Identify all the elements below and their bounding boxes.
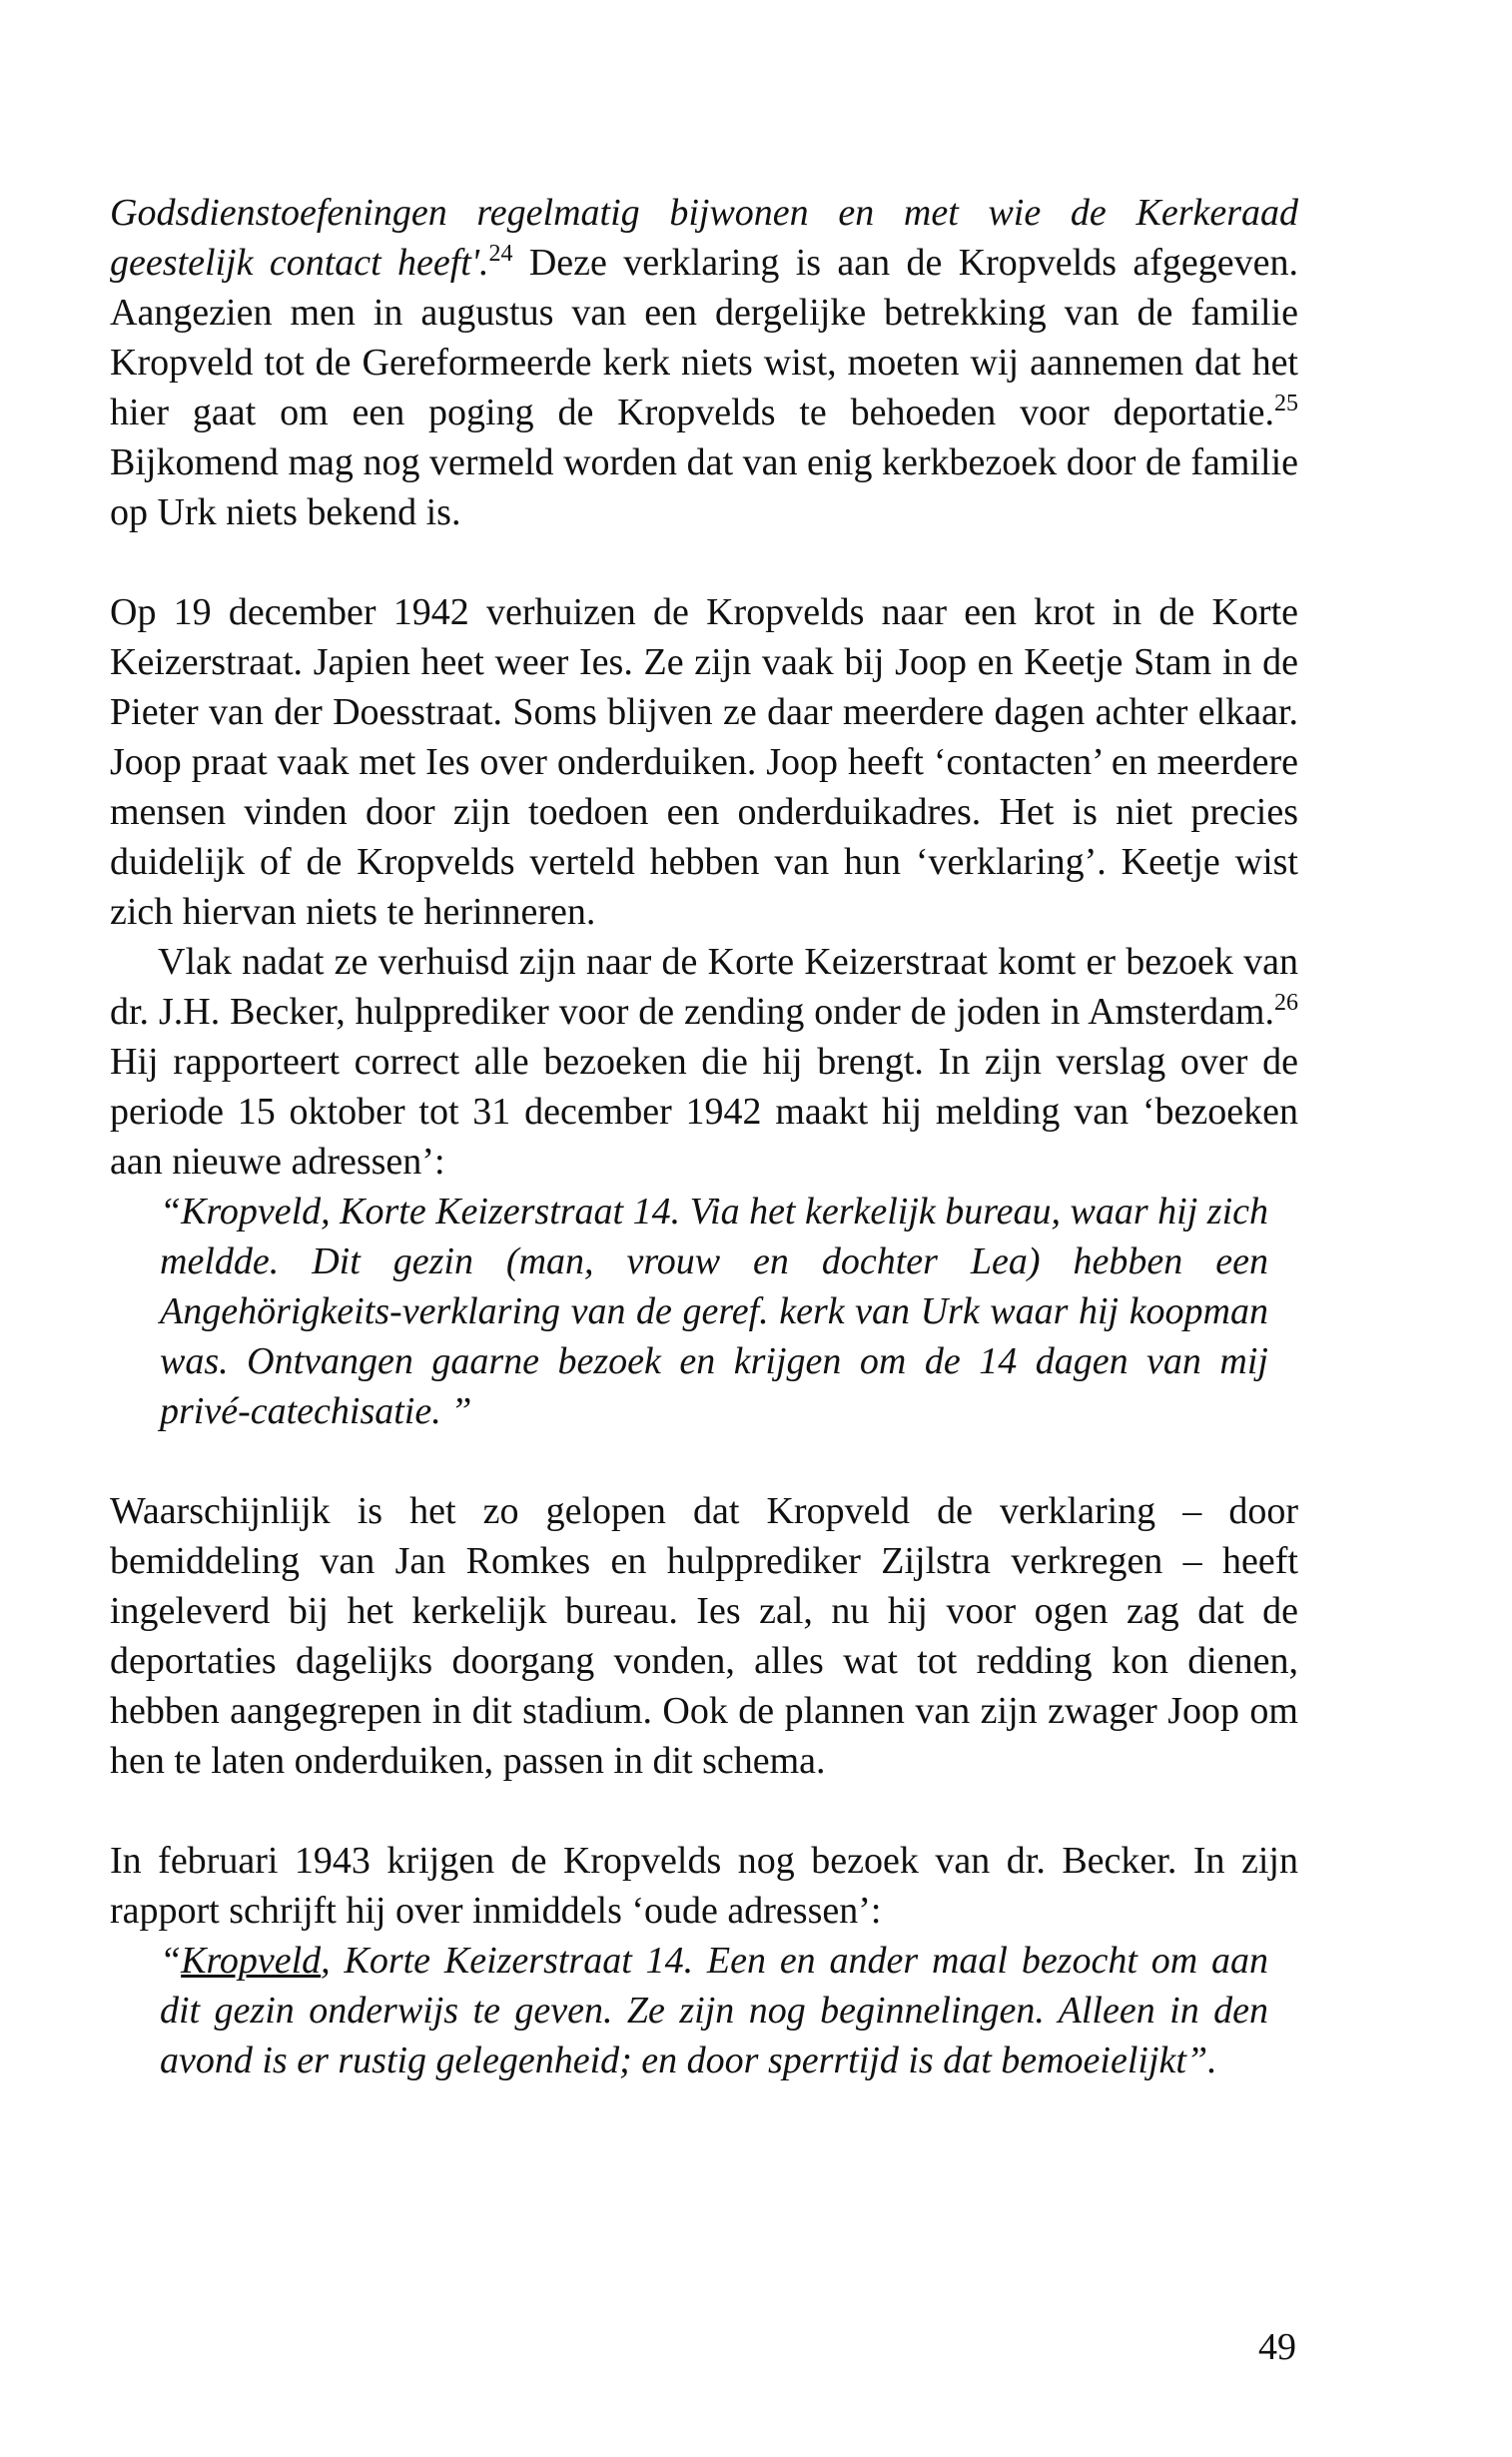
paragraph-3-text-a: Vlak nadat ze verhuisd zijn naar de Korte Keizerstraat komt er bezoek van dr. J.H. Becker, hulpprediker voor de zending onder de joden in Amsterdam. [110,941,1298,1033]
block-quote-1: “Kropveld, Korte Keizerstraat 14. Via het kerkelijk bureau, waar hij zich meldde. Dit gezin (man, vrouw en dochter Lea) hebben een Angehörigkeits-verklaring van de geref. kerk van Urk waar hij koopman was. Ontvangen gaarne bezoek en krijgen om de 14 dagen van mij privé-catechisatie. ” [160,1191,1268,1432]
underlined-name: Kropveld [181,1940,322,1982]
paragraph-3 [110,937,1298,1187]
footnote-ref-25: 25 [1274,391,1298,416]
paragraph-4: Waarschijnlijk is het zo gelopen dat Kropveld de verklaring – door bemiddeling van Jan Romkes en hulpprediker Zijlstra verkregen – heeft ingeleverd bij het kerkelijk bureau. Ies zal, nu hij voor ogen zag dat de deportaties dagelijks doorgang vonden, alles wat tot redding kon dienen, hebben aangegrepen in dit stadium. Ook de plannen van zijn zwager Joop om hen te laten onderduiken, passen in dit schema. [110,1490,1298,1782]
page-number: 49 [1258,2326,1296,2368]
footnote-ref-26: 26 [1274,990,1298,1016]
paragraph-3-text-b: Hij rapporteert correct alle bezoeken die hij brengt. In zijn verslag over de periode 15 oktober tot 31 december 1942 maakt hij melding van ‘bezoeken aan nieuwe adressen’: [110,1041,1298,1183]
paragraph-1-text-a: Deze verklaring is aan de Kropvelds afgegeven. Aangezien men in augustus van een dergelijke betrekking van de familie Kropveld tot de Gereformeerde kerk niets wist, moeten wij aannemen dat het hier gaat om een poging de Kropvelds te behoeden voor deportatie. [110,242,1298,433]
paragraph-1 [110,188,1298,537]
quote-open-mark: “ [160,1940,182,1982]
page-body [110,188,1298,2085]
block-quote-2-text: , Korte Keizerstraat 14. Een en ander maal bezocht om aan dit gezin onderwijs te geven. Ze zijn nog beginnelingen. Alleen in den avond is er rustig gelegenheid; en door sperrtijd is dat bemoeielijkt”. [160,1940,1268,2081]
italic-quote-ending: Godsdienstoefeningen regelmatig bijwonen en met wie de Kerkeraad geestelijk contact heeft'. [110,192,1298,284]
paragraph-5: In februari 1943 krijgen de Kropvelds nog bezoek van dr. Becker. In zijn rapport schrijft hij over inmiddels ‘oude adressen’: [110,1840,1298,1932]
paragraph-1-text-b: Bijkomend mag nog vermeld worden dat van enig kerkbezoek door de familie op Urk niets bekend is. [110,441,1298,533]
footnote-ref-24: 24 [488,241,513,267]
paragraph-2: Op 19 december 1942 verhuizen de Kropvelds naar een krot in de Korte Keizerstraat. Japien heet weer Ies. Ze zijn vaak bij Joop en Keetje Stam in de Pieter van der Doesstraat. Soms blijven ze daar meerdere dagen achter elkaar. Joop praat vaak met Ies over onderduiken. Joop heeft ‘contacten’ en meerdere mensen vinden door zijn toedoen een onderduikadres. Het is niet precies duidelijk of de Kropvelds verteld hebben van hun ‘verklaring’. Keetje wist zich hiervan niets te herinneren. [110,591,1298,933]
block-quote-2 [110,1936,1298,2085]
